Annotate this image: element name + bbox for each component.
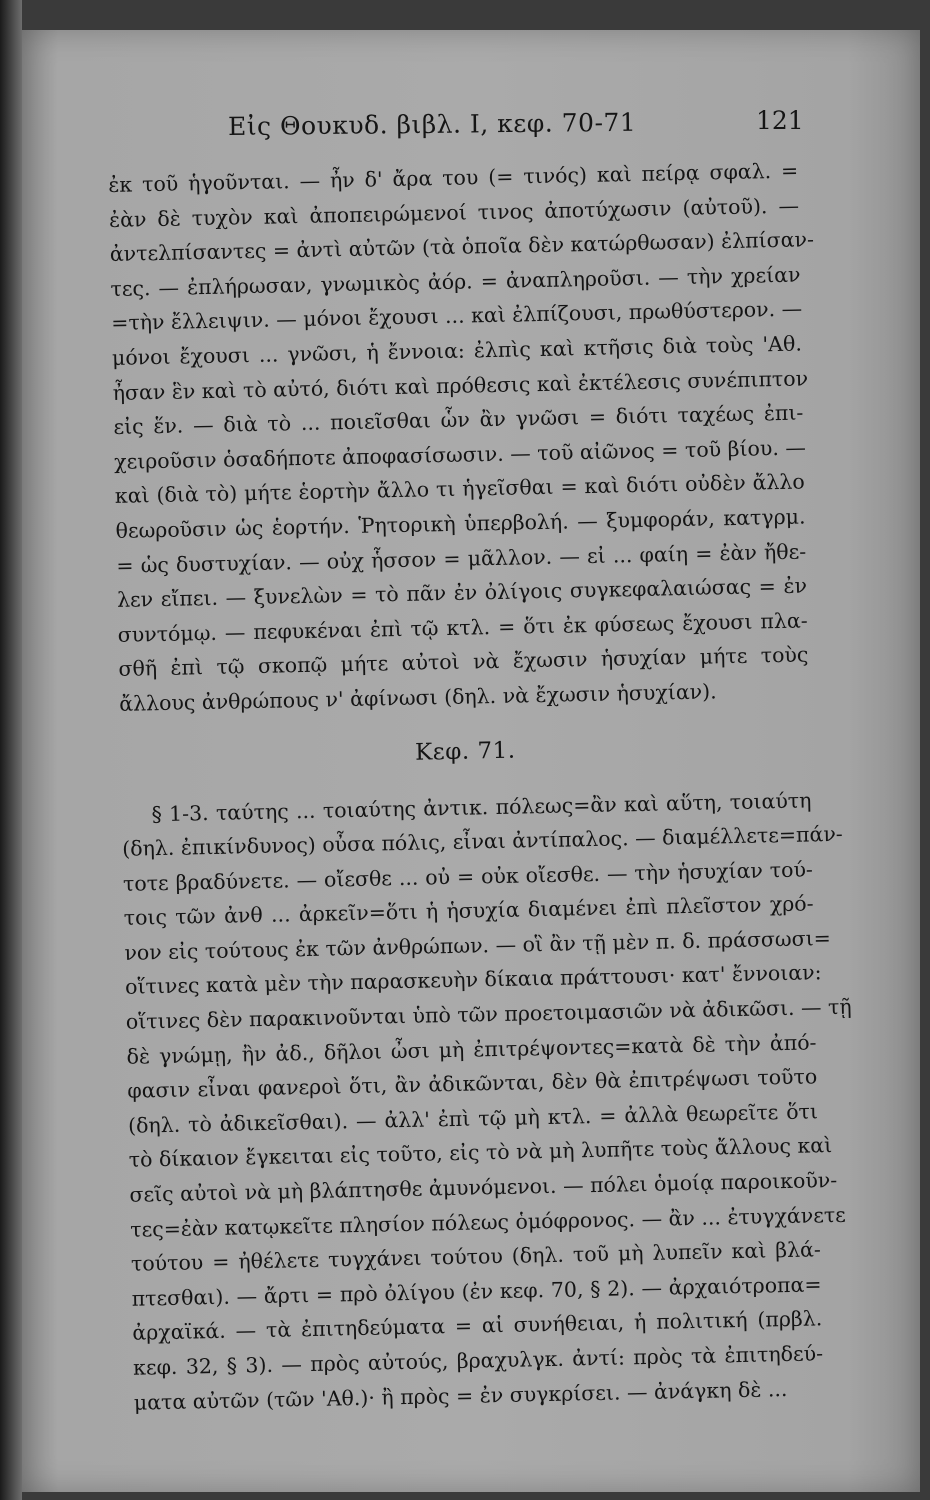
text-line: ἀρχαϊκά. — τὰ ἐπιτηδεύματα = αἱ συνήθειαι, ἡ πολιτική (πρβλ. <box>132 1306 823 1346</box>
text-line: σθῆ ἐπὶ τῷ σκοπῷ μήτε αὐτοὶ νὰ ἔχωσιν ἡσυχίαν μήτε τοὺς <box>118 642 809 682</box>
text-line: ματα αὐτῶν (τῶν 'Αθ.)· ἢ πρὸς = ἐν συγκρίσει. — ἀνάγκη δὲ ... <box>133 1376 788 1415</box>
text-line: σεῖς αὐτοὶ νὰ μὴ βλάπτησθε ἀμυνόμενοι. — πόλει ὁμοίᾳ παροικοῦν- <box>129 1167 838 1207</box>
running-title: Εἰς Θουκυδ. βιβλ. I, κεφ. 70-71 <box>227 107 637 141</box>
text-line: οἵτινες δὲν παρακινοῦνται ὑπὸ τῶν προετοιμασιῶν νὰ ἀδικῶσι. — τῇ <box>125 994 852 1034</box>
book-binding-edge <box>0 0 22 1500</box>
text-line: § 1-3. ταύτης ... τοιαύτης ἀντικ. πόλεως=ἂν καὶ αὕτη, τοιαύτη <box>151 787 812 826</box>
text-line: ἀντελπίσαντες = ἀντὶ αὐτῶν (τὰ ὁποῖα δὲν κατώρθωσαν) ἐλπίσαν- <box>109 227 815 267</box>
text-line: τες=ἐὰν κατῳκεῖτε πλησίον πόλεως ὁμόφρονος. — ἂν ... ἐτυγχάνετε <box>129 1202 847 1242</box>
text-line: πτεσθαι). — ἄρτι = πρὸ ὀλίγου (ἐν κεφ. 70, § 2). — ἀρχαιότροπα= <box>131 1272 822 1311</box>
commentary-chapter-71 <box>121 783 852 1420</box>
text-line: θεωροῦσιν ὡς ἑορτήν. Ῥητορικὴ ὑπερβολή. — ξυμφοράν, κατγρμ. <box>115 504 806 543</box>
text-line: (δηλ. ἐπικίνδυνος) οὖσα πόλις, εἶναι ἀντίπαλος. — διαμέλλετε=πάν- <box>122 821 843 861</box>
text-line: χειροῦσιν ὁσαδήποτε ἀποφασίσωσιν. — τοῦ αἰῶνος = τοῦ βίου. — <box>113 435 807 474</box>
text-line: ἦσαν ἓν καὶ τὸ αὐτό, διότι καὶ πρόθεσις καὶ ἐκτέλεσις συνέπιπτον <box>112 365 809 405</box>
text-line: οἵτινες κατὰ μὲν τὴν παρασκευὴν δίκαια πράττουσι· κατ' ἔννοιαν: <box>124 960 822 1000</box>
text-line: νον εἰς τούτους ἐκ τῶν ἀνθρώπων. — οἳ ἂν τῇ μὲν π. δ. πράσσωσι= <box>124 925 832 965</box>
text-line: μόνοι ἔχουσι ... γνῶσι, ἡ ἔννοια: ἐλπὶς καὶ κτῆσις διὰ τοὺς 'Αθ. <box>111 331 803 370</box>
text-line: εἰς ἕν. — διὰ τὸ ... ποιεῖσθαι ὧν ἂν γνῶσι = διότι ταχέως ἐπι- <box>113 400 804 440</box>
text-line: ἐὰν δὲ τυχὸν καὶ ἀποπειρώμενοί τινος ἀποτύχωσιν (αὐτοῦ). — <box>108 193 800 232</box>
text-line: =τὴν ἔλλειψιν. — μόνοι ἔχουσι ... καὶ ἐλπίζουσι, πρωθύστερον. — <box>111 296 803 336</box>
text-line: κεφ. 32, § 3). — πρὸς αὐτούς, βραχυλγκ. ἀντί: πρὸς τὰ ἐπιτηδεύ- <box>132 1341 824 1380</box>
text-line: καὶ (διὰ τὸ) μήτε ἑορτὴν ἄλλο τι ἡγεῖσθαι = καὶ διότι οὐδὲν ἄλλο <box>114 469 805 509</box>
text-line: φασιν εἶναι φανεροὶ ὅτι, ἂν ἀδικῶνται, δὲν θὰ ἐπιτρέψωσι τοῦτο <box>127 1064 818 1104</box>
text-line: ἐκ τοῦ ἡγοῦνται. — ἦν δ' ἄρα του (= τινός) καὶ πείρᾳ σφαλ. = <box>108 158 799 197</box>
text-line: λεν εἴπει. — ξυνελὼν = τὸ πᾶν ἐν ὀλίγοις συγκεφαλαιώσας = ἐν <box>116 573 808 613</box>
text-line: (δηλ. τὸ ἀδικεῖσθαι). — ἀλλ' ἐπὶ τῷ μὴ κτλ. = ἀλλὰ θεωρεῖτε ὅτι <box>127 1099 819 1138</box>
page-number: 121 <box>756 106 804 135</box>
text-line: τὸ δίκαιον ἔγκειται εἰς τοῦτο, εἰς τὸ νὰ μὴ λυπῆτε τοὺς ἄλλους καὶ <box>128 1133 833 1173</box>
text-line: τες. — ἐπλήρωσαν, γνωμικὸς ἀόρ. = ἀναπληροῦσι. — τὴν χρείαν <box>110 262 801 301</box>
body-text <box>108 154 852 1420</box>
commentary-chapter-70 <box>108 154 815 722</box>
text-line: τοις τῶν ἀνθ ... ἀρκεῖν=ὅτι ἡ ἡσυχία διαμένει ἐπὶ πλεῖστον χρό- <box>123 891 814 931</box>
chapter-heading: Κεφ. 71. <box>414 737 516 766</box>
text-line: δὲ γνώμῃ, ἢν ἀδ., δῆλοι ὦσι μὴ ἐπιτρέψοντες=κατὰ δὲ τὴν ἀπό- <box>126 1030 817 1069</box>
text-line: τοτε βραδύνετε. — οἴεσθε ... οὐ = οὐκ οἴεσθε. — τὴν ἡσυχίαν τού- <box>122 857 814 896</box>
text-line: συντόμῳ. — πεφυκέναι ἐπὶ τῷ κτλ. = ὅτι ἐκ φύσεως ἔχουσι πλα- <box>117 608 808 647</box>
text-line: τούτου = ἠθέλετε τυγχάνει τούτου (δηλ. τοῦ μὴ λυπεῖν καὶ βλά- <box>130 1237 822 1276</box>
text-line: = ὡς δυστυχίαν. — οὐχ ἧσσον = μᾶλλον. — εἰ ... φαίη = ἐὰν ἤθε- <box>116 538 807 578</box>
text-line: ἄλλους ἀνθρώπους ν' ἀφίνωσι (δηλ. νὰ ἔχωσιν ἡσυχίαν). <box>118 679 717 716</box>
